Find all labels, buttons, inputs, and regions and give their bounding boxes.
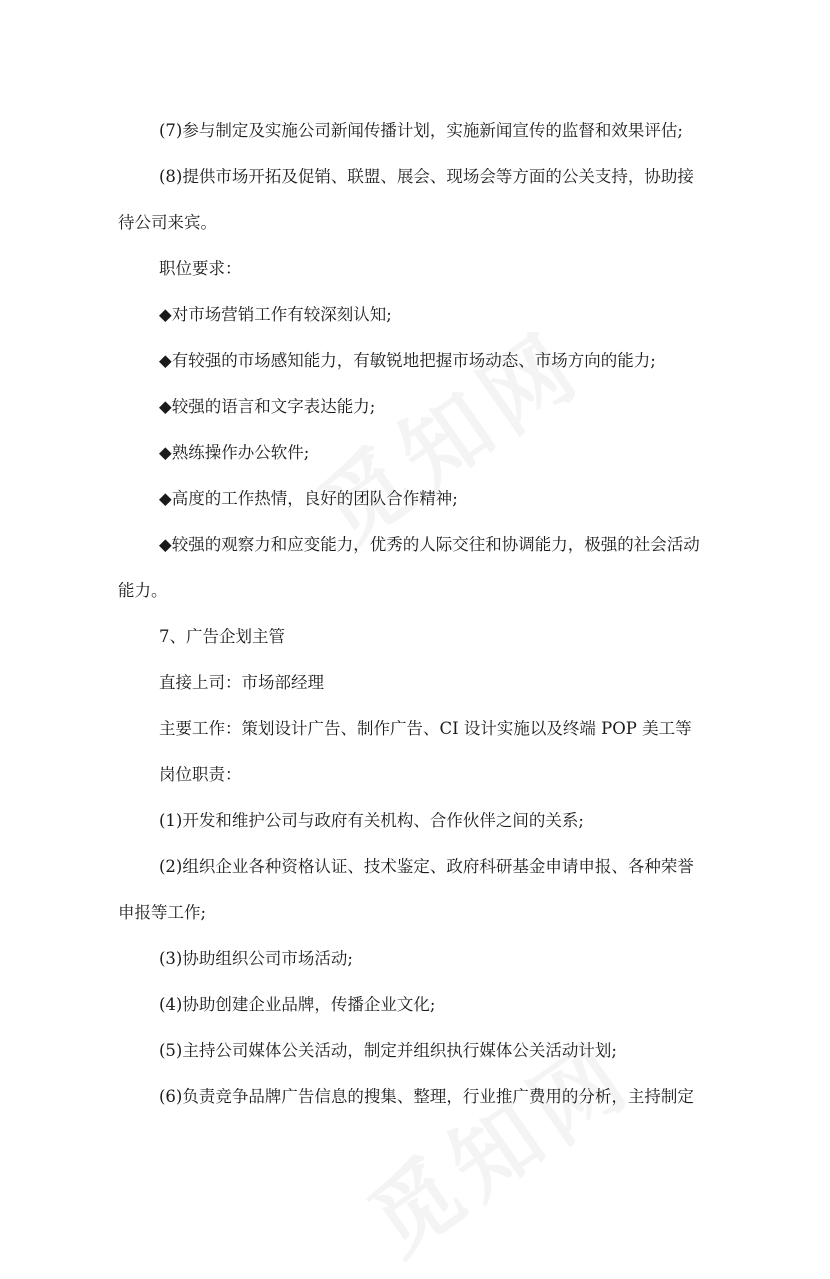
section-heading: 7、广告企划主管 [159,627,285,646]
paragraph-line: 申报等工作; [118,903,207,922]
list-item: (1)开发和维护公司与政府有关机构、合作伙伴之间的关系; [159,811,584,830]
paragraph-line: 直接上司：市场部经理 [159,673,324,692]
bullet-item: ◆较强的语言和文字表达能力; [159,397,376,416]
bullet-item: ◆熟练操作办公软件; [159,443,310,462]
paragraph-line: (7)参与制定及实施公司新闻传播计划，实施新闻宣传的监督和效果评估; [159,121,683,140]
list-item: (4)协助创建企业品牌，传播企业文化; [159,995,436,1014]
paragraph-line: (8)提供市场开拓及促销、联盟、展会、现场会等方面的公关支持，协助接 [159,167,694,186]
list-item: (2)组织企业各种资格认证、技术鉴定、政府科研基金申请申报、各种荣誉 [159,857,694,876]
bullet-item: ◆对市场营销工作有较深刻认知; [159,305,392,324]
section-heading: 职位要求： [159,259,242,278]
bullet-item: ◆较强的观察力和应变能力，优秀的人际交往和协调能力，极强的社会活动 [159,535,700,554]
bullet-item: ◆有较强的市场感知能力，有敏锐地把握市场动态、市场方向的能力; [159,351,656,370]
bullet-item: ◆高度的工作热情，良好的团队合作精神; [159,489,458,508]
section-heading: 岗位职责： [159,765,242,784]
list-item: (3)协助组织公司市场活动; [159,949,353,968]
paragraph-line: 能力。 [118,581,168,600]
document-body [118,108,712,1120]
list-item: (5)主持公司媒体公关活动，制定并组织执行媒体公关活动计划; [159,1041,617,1060]
list-item: (6)负责竞争品牌广告信息的搜集、整理，行业推广费用的分析，主持制定 [159,1087,694,1106]
paragraph-line: 主要工作：策划设计广告、制作广告、CI 设计实施以及终端 POP 美工等 [159,719,692,738]
paragraph-line: 待公司来宾。 [118,213,217,232]
